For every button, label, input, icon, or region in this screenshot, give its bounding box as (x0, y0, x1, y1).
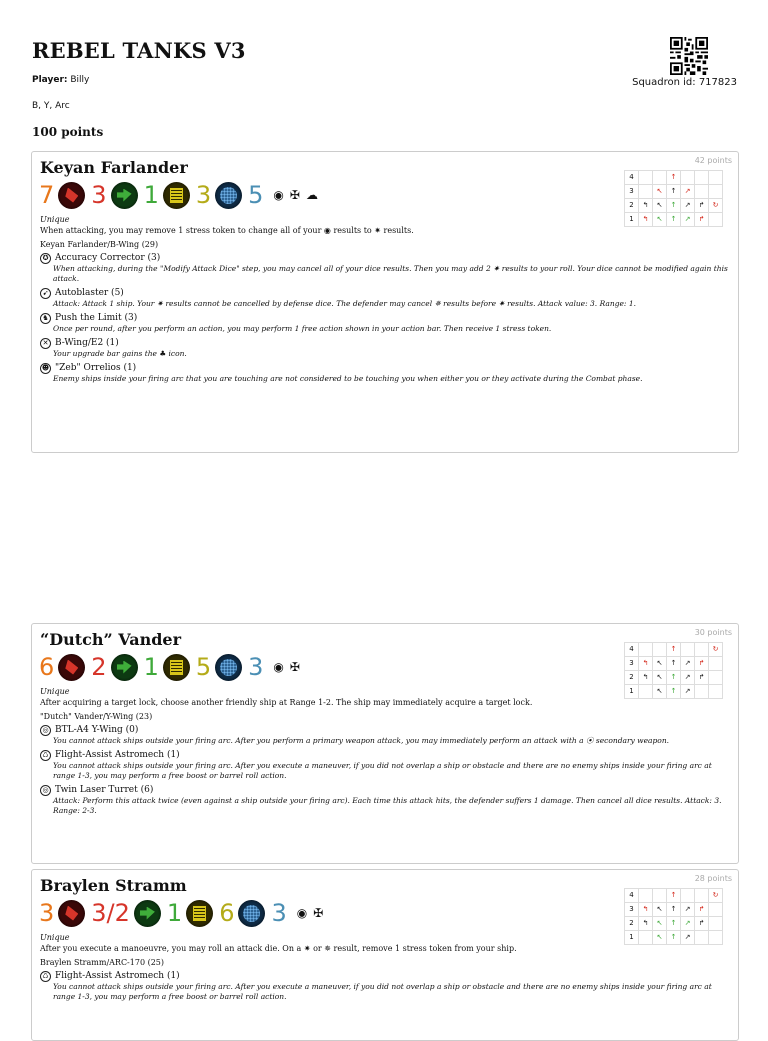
attack-stat-icon (58, 900, 85, 927)
dial-maneuver: ↗ (681, 213, 695, 227)
dial-maneuver (639, 685, 653, 699)
turret-icon: ◎ (40, 725, 51, 736)
dial-maneuver (639, 931, 653, 945)
dial-speed: 1 (625, 931, 639, 945)
skill-value: 3 (39, 899, 55, 927)
action-bar (273, 660, 306, 674)
dial-maneuver: ↱ (695, 903, 709, 917)
dial-row (625, 171, 723, 185)
upgrade-name: "Zeb" Orrelios (1) (55, 363, 137, 373)
dial-maneuver: ↖ (653, 917, 667, 931)
upgrade-header (40, 785, 730, 796)
dial-row (625, 199, 723, 213)
upgrade (40, 313, 730, 334)
pilot-name: Keyan Farlander (40, 158, 188, 177)
dial-maneuver: ↑ (667, 643, 681, 657)
dial-speed: 4 (625, 171, 639, 185)
dial-maneuver: ↱ (695, 213, 709, 227)
shields-value: 3 (271, 899, 287, 927)
upgrade (40, 725, 730, 746)
player-line (32, 75, 89, 85)
pilot-card (31, 623, 739, 864)
dial-maneuver: ↗ (681, 671, 695, 685)
upgrade-header (40, 363, 730, 374)
dial-maneuver: ↑ (667, 931, 681, 945)
shield-stat-icon (215, 182, 242, 209)
dial-maneuver (681, 171, 695, 185)
dial-maneuver: ↗ (681, 657, 695, 671)
upgrade (40, 363, 730, 384)
action-bar (273, 188, 324, 202)
dial-maneuver: ↰ (639, 903, 653, 917)
squadron-title: REBEL TANKS V3 (32, 38, 246, 63)
dial-maneuver: ↖ (653, 903, 667, 917)
dial-maneuver: ↖ (653, 931, 667, 945)
dial-maneuver (709, 931, 723, 945)
dial-maneuver (709, 171, 723, 185)
dial-maneuver (653, 171, 667, 185)
dial-row (625, 889, 723, 903)
attack-value: 2 (91, 653, 107, 681)
pilot-points: 30 points (694, 628, 732, 637)
dial-maneuver: ↖ (653, 657, 667, 671)
dial-maneuver: ↑ (667, 199, 681, 213)
dial-maneuver: ↖ (653, 671, 667, 685)
upgrade-header (40, 288, 730, 299)
crew-icon: ☻ (41, 364, 50, 372)
upgrade-header (40, 971, 730, 982)
unique-label: Unique (40, 933, 70, 942)
upgrade-text: Enemy ships inside your firing arc that you are touching are not considered to be touching you when either you or they activate during the Combat phase. (53, 374, 643, 383)
dial-maneuver (709, 685, 723, 699)
upgrade-text: You cannot attack ships outside your firing arc. After you execute a maneuver, if you did not overlap a ship or obstacle and there are no enemy ships inside your firing arc at range 1-3, you may perform a free boost or barrel roll action. (53, 761, 712, 780)
dial-maneuver: ↖ (653, 185, 667, 199)
upgrade-header (40, 750, 730, 761)
dial-speed: 4 (625, 889, 639, 903)
ship-list: B, Y, Arc (32, 101, 70, 111)
cannon-icon: ➹ (40, 288, 51, 299)
agility-stat-icon (111, 182, 138, 209)
upgrade-name: Twin Laser Turret (6) (55, 785, 154, 795)
dial-maneuver: ↑ (667, 917, 681, 931)
unique-label: Unique (40, 215, 70, 224)
upgrade-text: Attack: Attack 1 ship. Your ✷ results cannot be cancelled by defense dice. The defender may cancel ✵ results before ✷ results. Attack value: 3. Range: 1. (53, 299, 637, 308)
dial-maneuver (639, 889, 653, 903)
dial-speed: 4 (625, 643, 639, 657)
dial-maneuver: ↻ (709, 643, 723, 657)
maneuver-dial (624, 888, 723, 945)
upgrade (40, 750, 730, 781)
pilot-ship-line: Keyan Farlander/B-Wing (29) (40, 240, 159, 249)
attack-value: 3 (91, 181, 107, 209)
dial-maneuver: ↗ (681, 903, 695, 917)
dial-speed: 3 (625, 903, 639, 917)
dial-maneuver: ↻ (709, 889, 723, 903)
focus-icon: ◉ (273, 660, 284, 674)
agility-stat-icon (134, 900, 161, 927)
skill-value: 7 (39, 181, 55, 209)
pilot-card (31, 869, 739, 1041)
dial-maneuver (709, 903, 723, 917)
target-lock-icon: ✠ (289, 660, 300, 674)
dial-maneuver (695, 185, 709, 199)
dial-maneuver: ↖ (653, 685, 667, 699)
upgrade-name: B-Wing/E2 (1) (55, 338, 119, 348)
agility-value: 1 (143, 181, 159, 209)
upgrade-name: Flight-Assist Astromech (1) (55, 750, 180, 760)
dial-maneuver (695, 643, 709, 657)
player-name: Billy (70, 75, 90, 85)
dial-maneuver (709, 671, 723, 685)
dial-maneuver: ↗ (681, 931, 695, 945)
stat-line (39, 180, 324, 210)
pilot-points: 42 points (694, 156, 732, 165)
upgrade-text: Once per round, after you perform an action, you may perform 1 free action shown in your action bar. Then receive 1 stress token. (53, 324, 552, 333)
dial-speed: 1 (625, 685, 639, 699)
dial-row (625, 685, 723, 699)
dial-maneuver: ↰ (639, 917, 653, 931)
dial-maneuver: ↑ (667, 171, 681, 185)
barrel-roll-icon: ☁ (305, 188, 318, 202)
agility-stat-icon (111, 654, 138, 681)
dial-maneuver (709, 917, 723, 931)
hull-value: 5 (195, 653, 212, 681)
modification-icon: ✕ (40, 338, 51, 349)
dial-maneuver (695, 931, 709, 945)
shield-stat-icon (238, 900, 265, 927)
maneuver-dial (624, 642, 723, 699)
upgrade-header (40, 253, 730, 264)
upgrade (40, 971, 730, 1002)
dial-maneuver: ↖ (653, 199, 667, 213)
upgrade-header (40, 725, 730, 736)
upgrade (40, 253, 730, 284)
dial-maneuver (709, 213, 723, 227)
dial-maneuver (639, 185, 653, 199)
upgrade-text: When attacking, during the "Modify Attack Dice" step, you may cancel all of your dice results. Then you may add 2 ✷ results to your roll. Your dice cannot be modified again this attack. (53, 264, 728, 283)
pilot-details (40, 686, 730, 820)
action-bar (297, 906, 330, 920)
hull-stat-icon (163, 654, 190, 681)
pilot-ability: After you execute a manoeuvre, you may roll an attack die. On a ✷ or ✵ result, remove 1 stress token from your ship. (40, 944, 517, 953)
hull-value: 6 (219, 899, 235, 927)
dial-maneuver: ↑ (667, 671, 681, 685)
dial-maneuver (695, 171, 709, 185)
dial-maneuver: ↖ (653, 213, 667, 227)
shields-value: 5 (248, 181, 264, 209)
stat-line (39, 652, 306, 682)
squadron-id: Squadron id: 717823 (632, 77, 737, 88)
attack-stat-icon (58, 654, 85, 681)
dial-row (625, 931, 723, 945)
dial-maneuver (709, 657, 723, 671)
upgrade-header (40, 313, 730, 324)
dial-maneuver (639, 171, 653, 185)
dial-maneuver: ↗ (681, 199, 695, 213)
upgrade-name: Push the Limit (3) (55, 313, 138, 323)
focus-icon: ◉ (296, 906, 308, 920)
dial-row (625, 643, 723, 657)
upgrade-name: Autoblaster (5) (55, 288, 124, 298)
attack-stat-icon (58, 182, 85, 209)
dial-speed: 3 (625, 185, 639, 199)
dial-maneuver (681, 889, 695, 903)
dial-maneuver: ↻ (709, 199, 723, 213)
qr-code-icon (670, 37, 708, 75)
dial-row (625, 185, 723, 199)
total-points: 100 points (32, 125, 104, 139)
target-lock-icon: ✠ (313, 906, 324, 920)
hull-stat-icon (163, 182, 190, 209)
dial-maneuver: ↑ (667, 889, 681, 903)
maneuver-dial (624, 170, 723, 227)
dial-maneuver: ↗ (681, 685, 695, 699)
target-lock-icon: ✠ (289, 188, 300, 202)
pilot-ship-line: "Dutch" Vander/Y-Wing (23) (40, 712, 153, 721)
pilot-points: 28 points (694, 874, 732, 883)
upgrade-text: Your upgrade bar gains the ♣ icon. (53, 349, 187, 358)
player-label: Player: (32, 75, 68, 85)
agility-value: 1 (166, 899, 183, 927)
astromech-icon: ♺ (40, 971, 51, 982)
upgrade-name: Flight-Assist Astromech (1) (55, 971, 180, 981)
dial-maneuver: ↑ (667, 213, 681, 227)
upgrade-name: Accuracy Corrector (3) (55, 253, 161, 263)
dial-maneuver (653, 889, 667, 903)
dial-maneuver (681, 643, 695, 657)
dial-maneuver: ↱ (695, 917, 709, 931)
dial-maneuver: ↑ (667, 903, 681, 917)
dial-maneuver: ↱ (695, 657, 709, 671)
shield-stat-icon (215, 654, 242, 681)
pilot-ability: After acquiring a target lock, choose another friendly ship at Range 1-2. The ship may immediately acquire a target lock. (40, 698, 533, 707)
upgrade (40, 288, 730, 309)
dial-maneuver (695, 889, 709, 903)
dial-maneuver: ↱ (695, 671, 709, 685)
turret-icon: ◎ (40, 785, 51, 796)
dial-speed: 2 (625, 199, 639, 213)
dial-row (625, 671, 723, 685)
agility-value: 1 (143, 653, 159, 681)
dial-maneuver: ↰ (639, 213, 653, 227)
dial-maneuver (709, 185, 723, 199)
upgrade-name: BTL-A4 Y-Wing (0) (55, 725, 139, 735)
hull-value: 3 (195, 181, 212, 209)
dial-maneuver: ↰ (639, 657, 653, 671)
stat-line (39, 898, 329, 928)
dial-speed: 2 (625, 671, 639, 685)
dial-maneuver: ↰ (639, 199, 653, 213)
pilot-ship-line: Braylen Stramm/ARC-170 (25) (40, 958, 164, 967)
dial-maneuver (695, 685, 709, 699)
pilot-name: “Dutch” Vander (40, 630, 181, 649)
attack-value: 3/2 (91, 899, 130, 927)
upgrade (40, 338, 730, 359)
skill-value: 6 (39, 653, 55, 681)
dial-maneuver: ↗ (681, 917, 695, 931)
pilot-card (31, 151, 739, 453)
unique-label: Unique (40, 687, 70, 696)
dial-speed: 3 (625, 657, 639, 671)
dial-row (625, 213, 723, 227)
upgrade (40, 785, 730, 816)
upgrade-text: You cannot attack ships outside your firing arc. After you perform a primary weapon attack, you may immediately perform an attack with a ⦿ secondary weapon. (53, 736, 670, 745)
dial-maneuver (639, 643, 653, 657)
shields-value: 3 (248, 653, 264, 681)
pilot-details (40, 214, 730, 388)
system-icon: ✪ (40, 253, 51, 264)
dial-maneuver: ↑ (667, 685, 681, 699)
upgrade-text: Attack: Perform this attack twice (even against a ship outside your firing arc). Each time this attack hits, the defender suffers 1 damage. Then cancel all dice results. Attack: 3. Range: 2-3. (53, 796, 722, 815)
dial-maneuver: ↰ (639, 671, 653, 685)
dial-speed: 2 (625, 917, 639, 931)
dial-row (625, 657, 723, 671)
dial-maneuver: ↗ (681, 185, 695, 199)
pilot-name: Braylen Stramm (40, 876, 187, 895)
elite-icon: ♞ (40, 313, 51, 324)
astromech-icon: ♺ (40, 750, 51, 761)
dial-maneuver (653, 643, 667, 657)
dial-maneuver: ↑ (667, 657, 681, 671)
dial-row (625, 917, 723, 931)
upgrade-text: You cannot attack ships outside your firing arc. After you execute a maneuver, if you did not overlap a ship or obstacle and there are no enemy ships inside your firing arc at range 1-3, you may perform a free boost or barrel roll action. (53, 982, 712, 1001)
hull-stat-icon (186, 900, 213, 927)
dial-speed: 1 (625, 213, 639, 227)
pilot-ability: When attacking, you may remove 1 stress token to change all of your ◉ results to ✷ results. (40, 226, 414, 235)
focus-icon: ◉ (273, 188, 284, 202)
dial-row (625, 903, 723, 917)
upgrade-header (40, 338, 730, 349)
dial-maneuver: ↑ (667, 185, 681, 199)
dial-maneuver: ↱ (695, 199, 709, 213)
